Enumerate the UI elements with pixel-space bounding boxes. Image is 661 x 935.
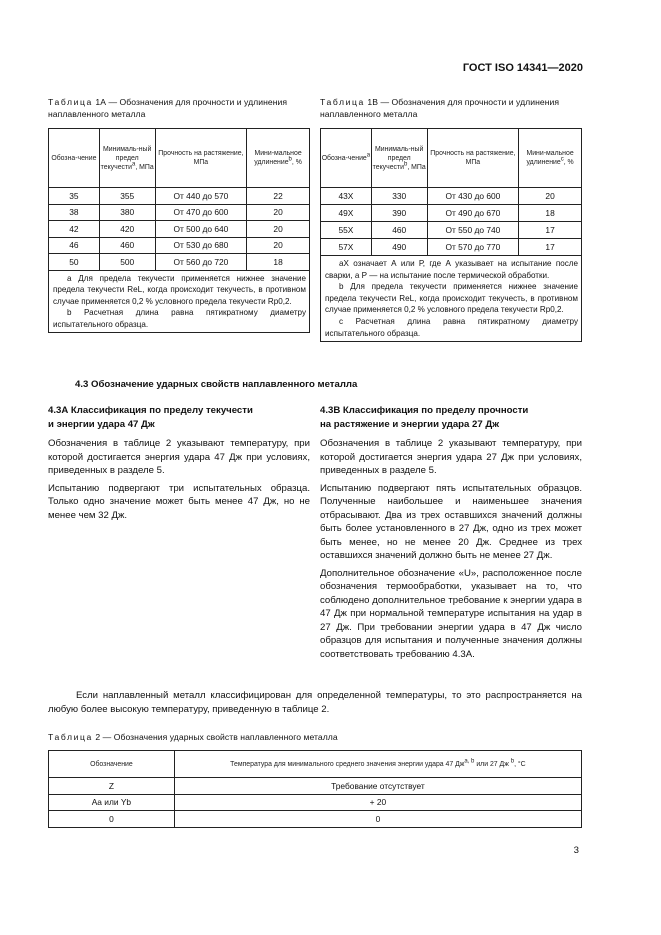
col-header: Обозначение [49, 751, 175, 778]
col-header: Обозна-чение [49, 129, 100, 188]
section-4-3b [320, 404, 582, 665]
paragraph: Обозначения в таблице 2 указывают температуру, при которой достигается энергия удара 27 Дж при условиях, приведенных в разделе 5. [320, 438, 582, 476]
caption-text: — Обозначения ударных свойств наплавленного металла [102, 732, 338, 742]
subsection-body [320, 437, 582, 661]
document-id: ГОСТ ISO 14341—2020 [462, 62, 583, 74]
caption-number: 1В [367, 97, 378, 107]
paragraph-temperature-note: Если наплавленный металл классифицирован для определенной температуры, то это распространяется на любую более высокую температуру, приведенную в таблице 2. [48, 690, 582, 715]
table-row: Z Требование отсутствует [49, 778, 582, 795]
col-header: Мини-мальное удлинение$^c$, % [519, 129, 582, 188]
section-heading: 4.3 Обозначение ударных свойств наплавленного металла [75, 379, 358, 390]
table-note: a Для предела текучести применяется нижнее значение предела текучести ReL, когда происходит текучесть, в противном случае применяется 0,2 % условного предела текучести Rp0,2. [53, 273, 306, 306]
table-notes-row [321, 256, 582, 342]
caption-number: 1А [95, 97, 106, 107]
table-1b-caption [320, 96, 582, 120]
caption-word: Таблица [320, 97, 365, 107]
caption-text: — Обозначения для прочности и удлинения наплавленного металла [320, 97, 560, 119]
table-row: 57X 490 От 570 до 770 17 [321, 239, 582, 256]
table-note: aX означает А или Р, где А указывает на испытание после сварки, а Р — на испытание после термической обработки. [325, 259, 578, 280]
subsection-title: 4.3А Классификация по пределу текучести и энергии удара 47 Дж [48, 405, 253, 430]
table-1a [48, 128, 310, 333]
col-header: Мини-мальное удлинение$^b$, % [247, 129, 310, 188]
table-header-row [49, 751, 582, 778]
table-row: 46 460 От 530 до 680 20 [49, 237, 310, 254]
subsection-body [48, 437, 310, 522]
table-notes [49, 270, 310, 333]
caption-text: — Обозначения для прочности и удлинения наплавленного металла [48, 97, 288, 119]
table-note: b Расчетная длина равна пятикратному диаметру испытательного образца. [53, 308, 306, 329]
table-row: Aa или Yb + 20 [49, 794, 582, 811]
col-header: Обозна-чение$^a$ [321, 129, 372, 188]
table-row: 49X 390 От 490 до 670 18 [321, 205, 582, 222]
col-header: Прочность на растяжение, МПа [427, 129, 519, 188]
table-row: 38 380 От 470 до 600 20 [49, 204, 310, 221]
paragraph: Дополнительное обозначение «U», расположенное после обозначения термообработки, указывает на то, что соблюдено дополнительное требование к энергии удара в 47 Дж при нормальной температуре испытания на удар в 27 Дж. При требовании энергии удара в 47 Дж число образцов для испытания и полученные значения должны соответствовать требованию 4.3А. [320, 567, 582, 660]
table-notes [321, 256, 582, 342]
table-row: 50 500 От 560 до 720 18 [49, 254, 310, 271]
table-2 [48, 750, 582, 828]
section-4-3a [48, 404, 310, 526]
col-header: Минималь-ный предел текучести$^b$, МПа [371, 129, 427, 188]
table-row: 42 420 От 500 до 640 20 [49, 221, 310, 238]
paragraph: Обозначения в таблице 2 указывают температуру, при которой достигается энергия удара 47 Дж при условиях, приведенных в разделе 5. [48, 438, 310, 476]
paragraph: Испытанию подвергают пять испытательных образцов. Полученные наибольшее и наименьшее значения отбрасывают. Два из трех оставшихся значений должны быть более установленного в 27 Дж, одно из трех может быть менее, но не менее 20 Дж. Среднее из трех оставшихся значений должно быть не менее 27 Дж. [320, 482, 582, 561]
caption-word: Таблица [48, 97, 93, 107]
table-row: 43X 330 От 430 до 600 20 [321, 188, 582, 205]
table-header-row [49, 129, 310, 188]
col-header: Минималь-ный предел текучести$^a$, МПа [99, 129, 155, 188]
table-row: 0 0 [49, 811, 582, 828]
paragraph: Испытанию подвергают три испытательных образца. Только одно значение может быть менее 47 Дж, но не менее чем 32 Дж. [48, 482, 310, 521]
table-row: 55X 460 От 550 до 740 17 [321, 222, 582, 239]
table-1b [320, 128, 582, 342]
col-header: Температура для минимального среднего значения энергии удара 47 Дж$^{a, b}$ или 27 Дж $^b$, °C [174, 751, 581, 778]
table-notes-row [49, 270, 310, 333]
subsection-title: 4.3В Классификация по пределу прочности на растяжение и энергии удара 27 Дж [320, 405, 529, 430]
table-header-row [321, 129, 582, 188]
table-row: 35 355 От 440 до 570 22 [49, 188, 310, 205]
col-header: Прочность на растяжение, МПа [155, 129, 247, 188]
table-2-caption [48, 731, 582, 743]
caption-number: 2 [95, 732, 101, 742]
table-note: b Для предела текучести применяется нижнее значение предела текучести ReL, когда происходит текучесть, в противном случае применяется 0,2 % условного предела текучести Rp0,2. [325, 282, 578, 315]
table-1a-caption [48, 96, 310, 120]
table-note: c Расчетная длина равна пятикратному диаметру испытательного образца. [325, 316, 578, 338]
caption-word: Таблица [48, 732, 93, 742]
page-number: 3 [573, 845, 579, 856]
